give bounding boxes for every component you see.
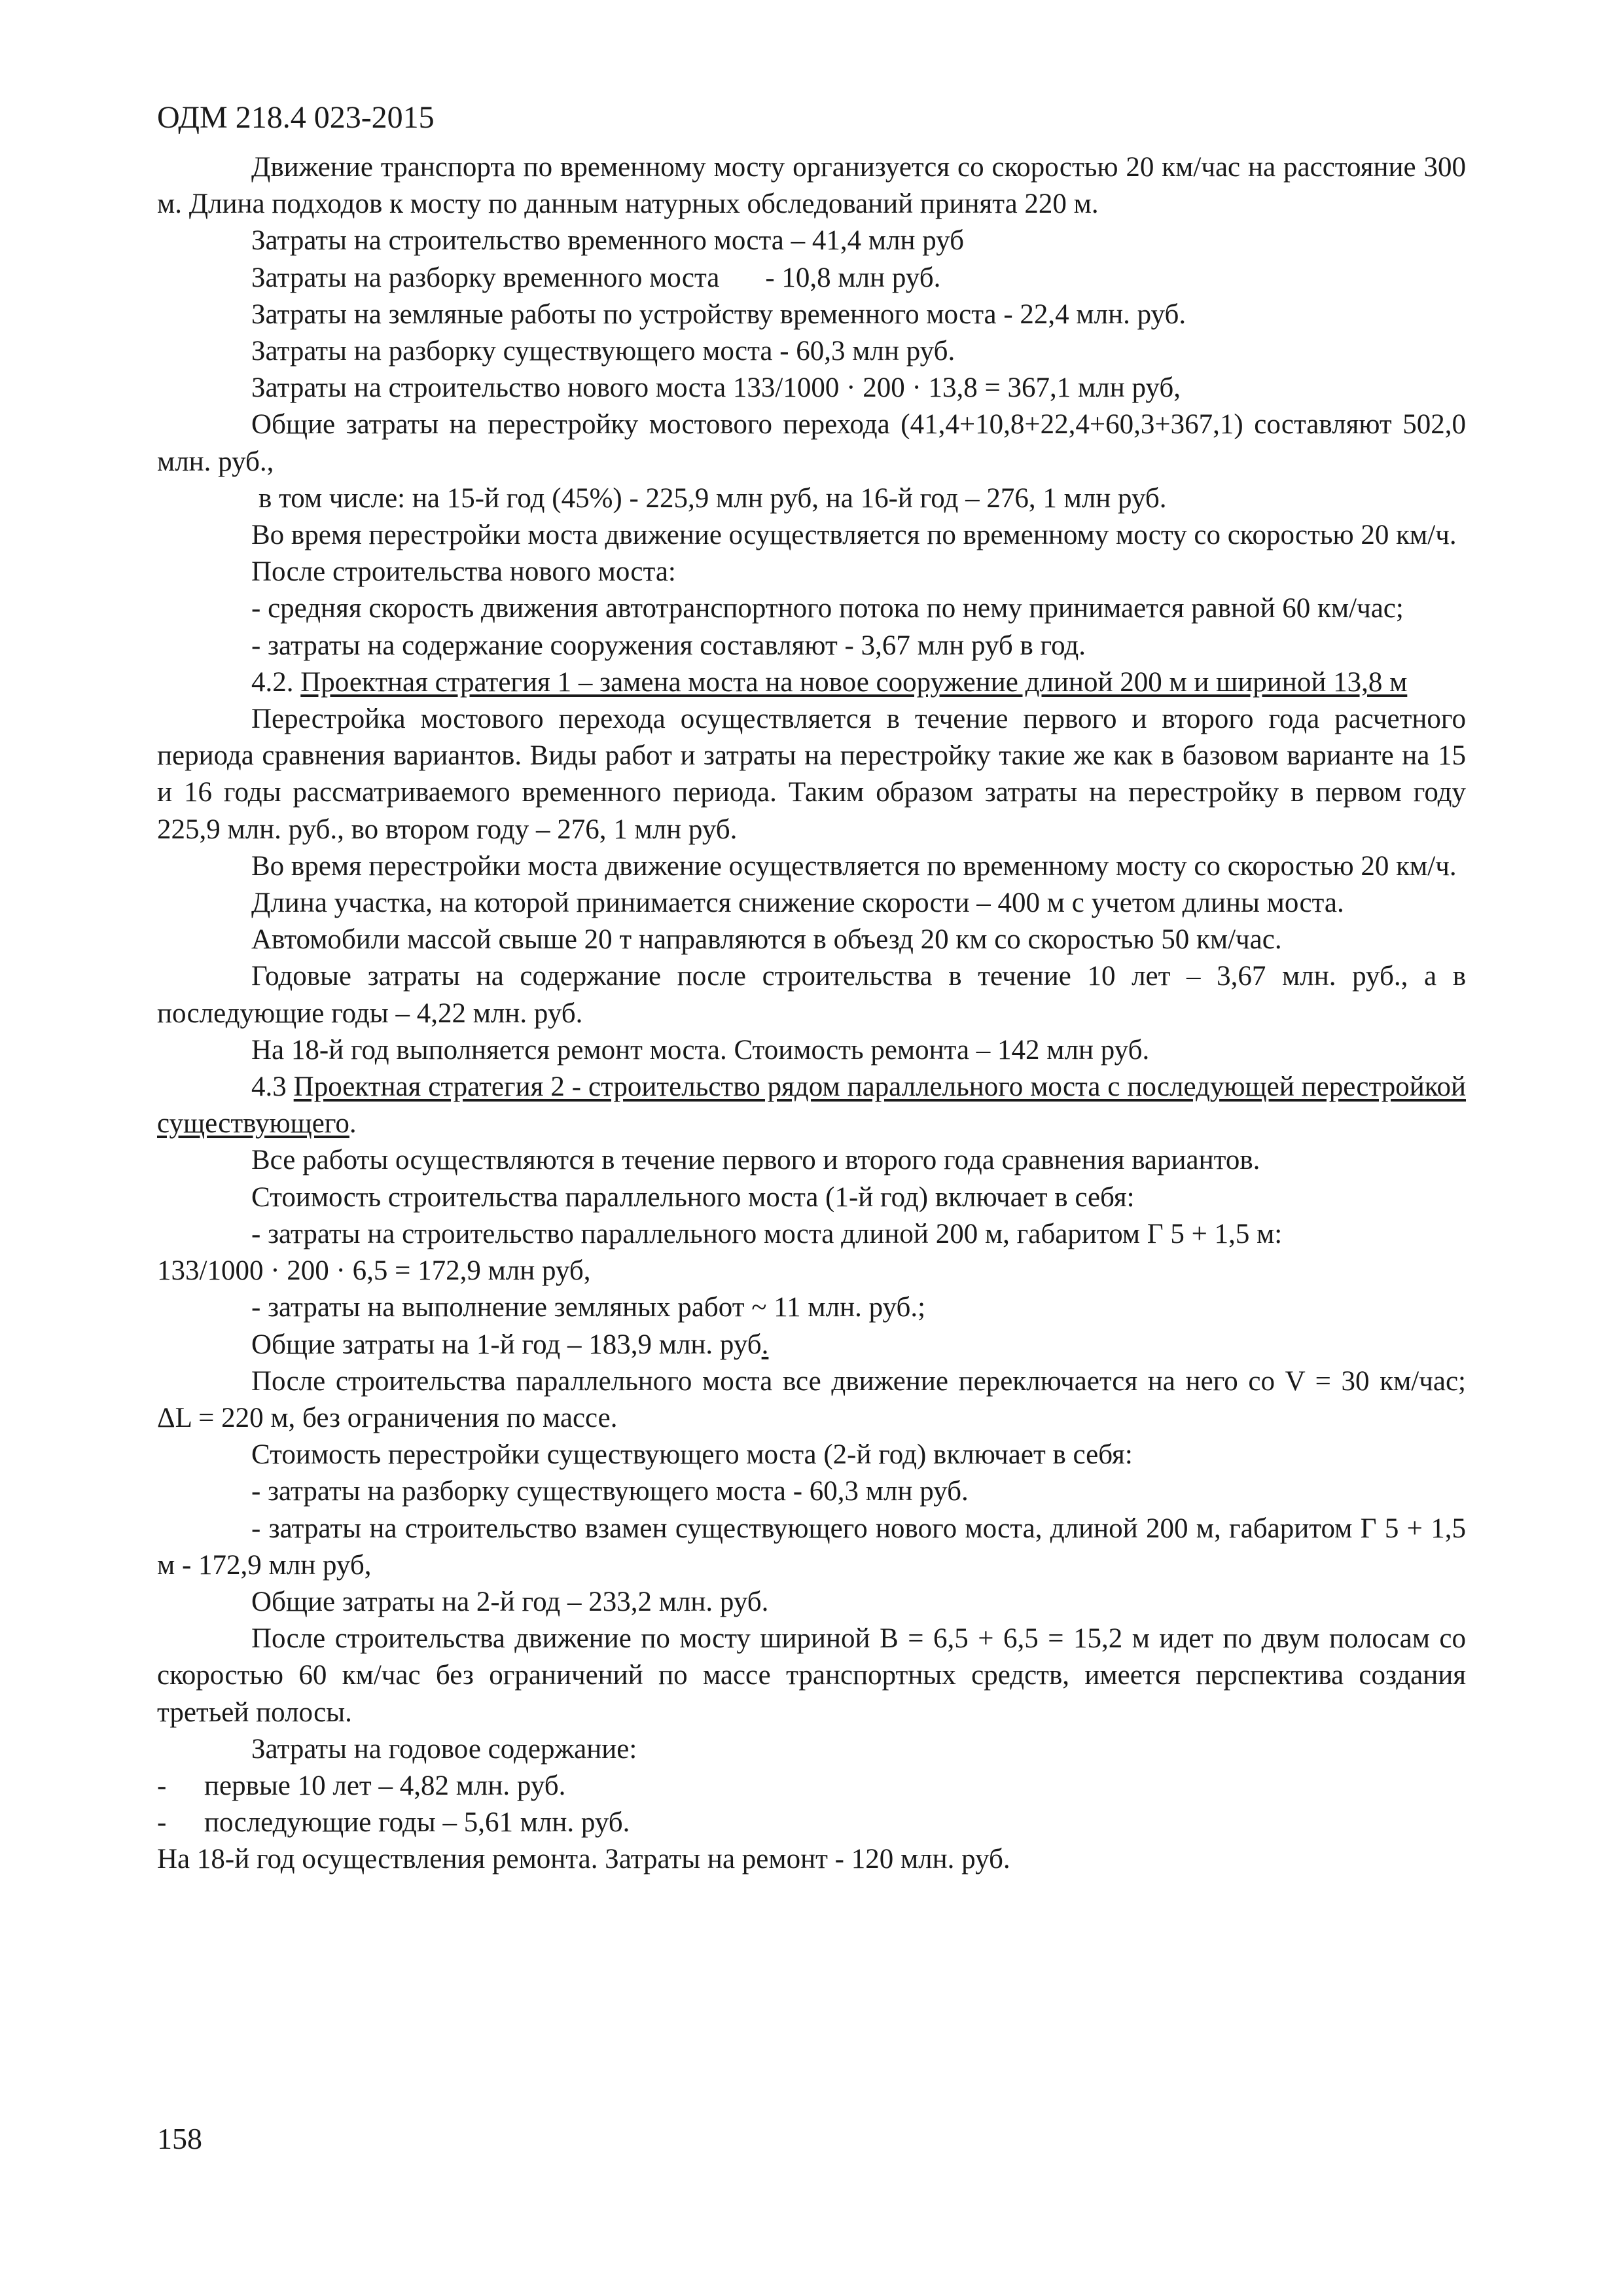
list-item-text: первые 10 лет – 4,82 млн. руб.	[204, 1770, 566, 1801]
page-number: 158	[157, 2122, 202, 2155]
section-number: 4.2.	[251, 666, 294, 698]
paragraph: Затраты на строительство временного моста – 41,4 млн руб	[251, 225, 965, 257]
paragraph: Все работы осуществляются в течение первого и второго года сравнения вариантов.	[251, 1145, 1260, 1176]
paragraph: Затраты на разборку существующего моста - 60,3 млн руб.	[251, 336, 955, 367]
paragraph: - затраты на содержание сооружения составляют - 3,67 млн руб в год.	[251, 630, 1086, 661]
list-dash: -	[157, 1770, 167, 1801]
paragraph: На 18-й год выполняется ремонт моста. Стоимость ремонта – 142 млн руб.	[251, 1034, 1150, 1066]
paragraph	[157, 260, 1466, 296]
total-cost-text: Общие затраты на 1-й год – 183,9 млн. руб	[251, 1329, 762, 1360]
list-item-text: последующие годы – 5,61 млн. руб.	[204, 1807, 630, 1839]
paragraph: Затраты на земляные работы по устройству временного моста - 22,4 млн. руб.	[251, 298, 1186, 330]
paragraph: После строительства параллельного моста все движение переключается на него со V = 30 км/час; ΔL = 220 м, без ограничения по массе.	[157, 1365, 1466, 1433]
paragraph: Во время перестройки моста движение осуществляется по временному мосту со скоростью 20 км/ч.	[251, 520, 1457, 551]
paragraph: После строительства движение по мосту шириной В = 6,5 + 6,5 = 15,2 м идет по двум полосам со скоростью 60 км/час без ограничений по массе транспортных средств, имеется перспектива создания третьей полосы.	[157, 1623, 1466, 1728]
paragraph: Автомобили массой свыше 20 т направляются в объезд 20 км со скоростью 50 км/час.	[251, 924, 1282, 956]
paragraph: Общие затраты на перестройку мостового перехода (41,4+10,8+22,4+60,3+367,1) составляют 502,0 млн. руб.,	[157, 409, 1466, 477]
paragraph: Во время перестройки моста движение осуществляется по временному мосту со скоростью 20 км/ч.	[251, 850, 1457, 882]
paragraph: Затраты на годовое содержание:	[251, 1733, 637, 1765]
paragraph: - затраты на выполнение земляных работ ~ 11 млн. руб.;	[251, 1292, 926, 1323]
paragraph: Стоимость перестройки существующего моста (2-й год) включает в себя:	[251, 1439, 1133, 1471]
paragraph: - затраты на строительство параллельного моста длиной 200 м, габаритом Г 5 + 1,5 м:	[251, 1218, 1283, 1249]
paragraph: После строительства нового моста:	[251, 556, 676, 588]
paragraph: в том числе: на 15-й год (45%) - 225,9 млн руб, на 16-й год – 276, 1 млн руб.	[259, 482, 1167, 514]
section-heading-4-2	[157, 664, 1466, 701]
list-item	[157, 1804, 1466, 1841]
paragraph: Годовые затраты на содержание после строительства в течение 10 лет – 3,67 млн. руб., а в последующие годы – 4,22 млн. руб.	[157, 961, 1466, 1029]
cost-label: Затраты на разборку временного моста	[251, 262, 720, 293]
paragraph	[157, 1327, 1466, 1363]
paragraph: - затраты на строительство взамен существующего нового моста, длиной 200 м, габаритом Г 5 + 1,5 м - 172,9 млн руб,	[157, 1513, 1466, 1581]
paragraph: Длина участка, на которой принимается снижение скорости – 400 м с учетом длины моста.	[251, 888, 1344, 919]
paragraph: Стоимость строительства параллельного моста (1-й год) включает в себя:	[251, 1181, 1135, 1213]
section-title: Проектная стратегия 1 – замена моста на новое сооружение длиной 200 м и шириной 13,8 м	[300, 666, 1408, 698]
document-code-header: ОДМ 218.4 023-2015	[157, 100, 435, 135]
paragraph: Движение транспорта по временному мосту организуется со скоростью 20 км/час на расстояние 300 м. Длина подходов к мосту по данным натурных обследований принята 220 м.	[157, 152, 1466, 220]
formula: 133/1000 · 200 · 6,5 = 172,9 млн руб,	[157, 1255, 591, 1287]
list-dash: -	[157, 1807, 167, 1839]
paragraph: - средняя скорость движения автотранспортного потока по нему принимается равной 60 км/час;	[251, 593, 1404, 624]
paragraph: Перестройка мостового перехода осуществляется в течение первого и второго года расчетного периода сравнения вариантов. Виды работ и затраты на перестройку такие же как в базовом варианте на 15 и 16 годы рассматриваемого временного периода. Таким образом затраты на перестройку в первом году 225,9 млн. руб., во втором году – 276, 1 млн руб.	[157, 704, 1466, 845]
paragraph: На 18-й год осуществления ремонта. Затраты на ремонт - 120 млн. руб.	[157, 1844, 1010, 1875]
total-cost-period: .	[761, 1329, 769, 1360]
section-heading-4-3	[157, 1069, 1466, 1142]
document-body	[157, 149, 1466, 1878]
section-number: 4.3	[251, 1071, 287, 1103]
paragraph: Общие затраты на 2-й год – 233,2 млн. руб.	[251, 1586, 769, 1617]
section-title-period: .	[349, 1108, 357, 1139]
cost-value: - 10,8 млн руб.	[765, 262, 941, 293]
list-item	[157, 1768, 1466, 1804]
paragraph: Затраты на строительство нового моста 133/1000 · 200 · 13,8 = 367,1 млн руб,	[251, 372, 1181, 404]
section-title: Проектная стратегия 2 - строительство рядом параллельного моста с последующей перестройкой существующего	[157, 1071, 1467, 1139]
paragraph: - затраты на разборку существующего моста - 60,3 млн руб.	[251, 1476, 969, 1507]
